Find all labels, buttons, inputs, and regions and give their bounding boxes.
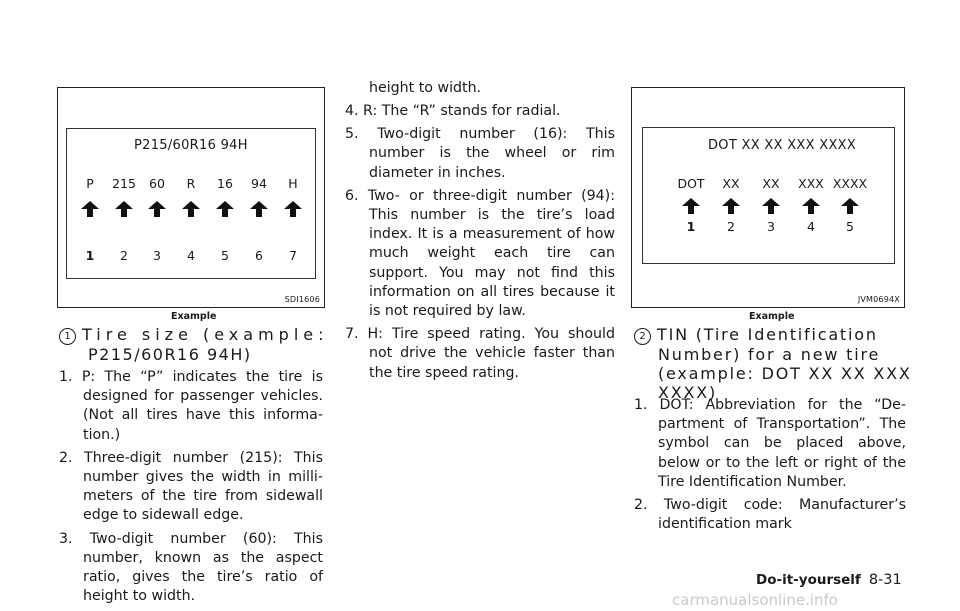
figure-caption: Example: [749, 311, 795, 322]
arrow-up-icon: [722, 198, 740, 214]
heading-line: Tire size (example:: [82, 325, 329, 344]
arrow-up-icon: [841, 198, 859, 214]
figure-label: XXXX: [832, 176, 868, 191]
page-footer: [756, 572, 902, 588]
figure-label: P: [86, 176, 94, 191]
arrow-up-icon: [115, 201, 133, 217]
figure-number: 3: [153, 248, 161, 263]
list-item: 5. Two-digit number (16): This number is the wheel or rim diameter in inches.: [345, 126, 615, 181]
figure-label: XX: [762, 176, 780, 191]
tin-list: [634, 396, 906, 538]
section-heading-tin: [634, 325, 934, 402]
figure-label: XXX: [798, 176, 824, 191]
arrow-up-icon: [682, 198, 700, 214]
list-item: 4. R: The “R” stands for radial.: [345, 103, 561, 119]
arrow-up-icon: [284, 201, 302, 217]
figure-number: 2: [120, 248, 128, 263]
arrow-up-icon: [148, 201, 166, 217]
figure-label: 215: [112, 176, 136, 191]
figure-title: DOT XX XX XXX XXXX: [708, 138, 857, 153]
page-number: 8-31: [868, 572, 902, 588]
circled-number-2-icon: 2: [634, 328, 651, 345]
figure-number: 6: [255, 248, 263, 263]
heading-line: P215/60R16 94H): [88, 345, 252, 364]
figure-number: 4: [807, 219, 815, 234]
list-item: [345, 79, 615, 98]
list-item: 2. Two-digit code: Manufacturer’s identification mark: [634, 497, 906, 533]
figure-tire-size: [57, 87, 325, 308]
arrow-up-icon: [250, 201, 268, 217]
figure-label: H: [288, 176, 298, 191]
arrow-up-icon: [182, 201, 200, 217]
arrow-up-icon: [762, 198, 780, 214]
figure-code: SDI1606: [284, 295, 320, 304]
list-item: 2. Three-digit number (215): This number gives the width in milli-meters of the tire from sidewall edge to sidewall edge.: [59, 449, 323, 524]
figure-label: 60: [149, 176, 165, 191]
figure-number: 2: [727, 219, 735, 234]
figure-label: 94: [251, 176, 267, 191]
list-item-continued: height to width.: [369, 80, 482, 96]
figure-number: 3: [767, 219, 775, 234]
figure-caption: Example: [171, 311, 217, 322]
tire-size-list-col2: [345, 79, 615, 387]
figure-tin: [631, 87, 905, 308]
section-heading-tire-size: [59, 325, 331, 364]
figure-title: P215/60R16 94H: [134, 138, 248, 153]
figure-code: JVM0694X: [857, 295, 900, 304]
figure-number: 5: [846, 219, 854, 234]
figure-number: 4: [187, 248, 195, 263]
list-item: 1. DOT: Abbreviation for the “De-partment of Transportation”. The symbol can be placed above, below or to the left or right of the Tire Identification Number.: [634, 397, 906, 490]
figure-number: 7: [289, 248, 297, 263]
figure-label: XX: [722, 176, 740, 191]
figure-label: 16: [217, 176, 233, 191]
arrow-up-icon: [216, 201, 234, 217]
list-item: 1. P: The “P” indicates the tire is designed for passenger vehicles. (Not all tires have this informa-tion.): [59, 369, 323, 443]
arrow-up-icon: [802, 198, 820, 214]
figure-number: 1: [686, 219, 696, 234]
list-item: 3. Two-digit number (60): This number, known as the aspect ratio, gives the tire’s ratio of height to width.: [59, 530, 323, 605]
tire-size-list-col1: [59, 368, 323, 605]
figure-number: 5: [221, 248, 229, 263]
figure-label: DOT: [677, 176, 705, 191]
arrow-up-icon: [81, 201, 99, 217]
figure-number: 1: [85, 248, 95, 263]
footer-section-title: Do-it-yourself: [756, 572, 861, 588]
watermark: carmanualsonline.info: [672, 591, 838, 609]
figure-label: R: [186, 176, 196, 191]
list-item: 7. H: Tire speed rating. You should not drive the vehicle faster than the tire speed rating.: [345, 326, 615, 381]
list-item: 6. Two- or three-digit number (94): This number is the tire’s load index. It is a measurement of how much weight each tire can support. You may not find this information on all tires because it is not required by law.: [345, 187, 615, 320]
heading-text: TIN (Tire Identification Number) for a new tire (example: DOT XX XX XXX XXXX): [657, 325, 912, 402]
circled-number-1-icon: 1: [59, 328, 76, 345]
